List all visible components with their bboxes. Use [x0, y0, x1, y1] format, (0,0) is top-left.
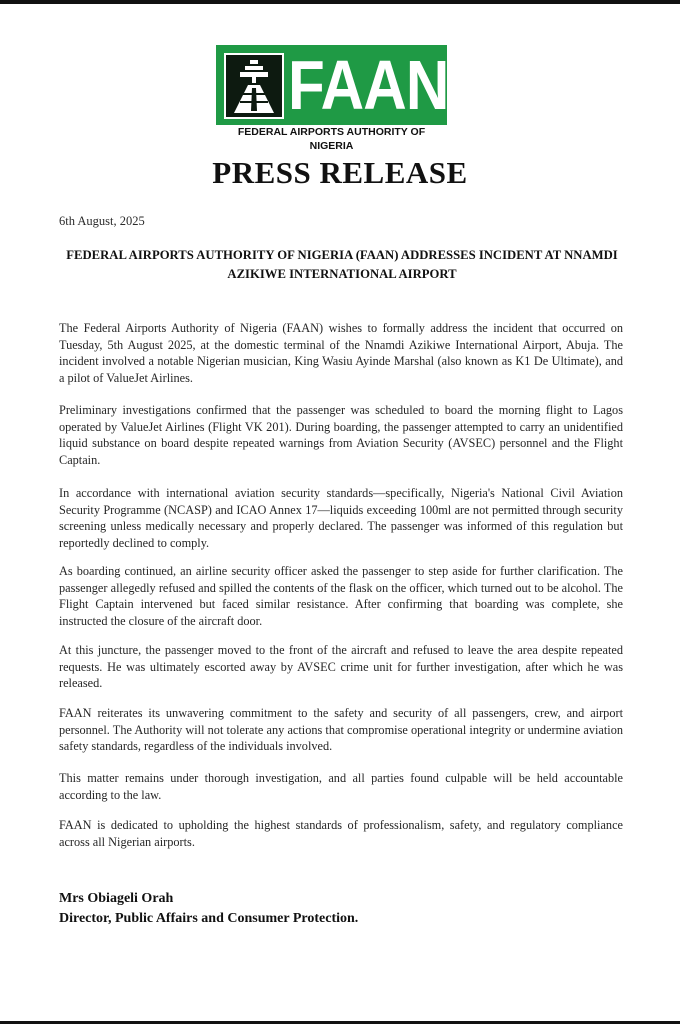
- signatory-name: Mrs Obiageli Orah: [59, 891, 174, 906]
- paragraph-2: Preliminary investigations confirmed that the passenger was scheduled to board the morning flight to Lagos operated by ValueJet Airlines (Flight VK 201). During boarding, the passenger attempted to carry an unidentified liquid substance on board despite repeated warnings from Aviation Security (AVSEC) personnel and the Flight Captain.: [59, 403, 623, 467]
- logo-subtitle: FEDERAL AIRPORTS AUTHORITY OF NIGERIA: [216, 125, 447, 139]
- page-title: PRESS RELEASE: [212, 155, 468, 190]
- paragraph-6: FAAN reiterates its unwavering commitment to the safety and security of all passengers, crew, and airport personnel. The Authority will not tolerate any actions that compromise operational integrity or undermine aviation safety standards, regardless of the individuals involved.: [59, 706, 623, 753]
- paragraph-4: As boarding continued, an airline security officer asked the passenger to step aside for further clarification. The passenger allegedly refused and spilled the contents of the flask on the officer, which turned out to be alcohol. The Flight Captain intervened but faced similar resistance. After confirming that boarding was complete, she instructed the closure of the aircraft door.: [59, 564, 623, 628]
- paragraph-7: This matter remains under thorough investigation, and all parties found culpable will be held accountable according to the law.: [59, 771, 623, 802]
- faan-logo: [216, 45, 449, 152]
- headline: FEDERAL AIRPORTS AUTHORITY OF NIGERIA (FAAN) ADDRESSES INCIDENT AT NNAMDI AZIKIWE INTERNATIONAL AIRPORT: [66, 248, 618, 281]
- paragraph-1: The Federal Airports Authority of Nigeria (FAAN) wishes to formally address the incident that occurred on Tuesday, 5th August 2025, at the domestic terminal of the Nnamdi Azikiwe International Airport, Abuja. The incident involved a notable Nigerian musician, King Wasiu Ayinde Marshal (also known as K1 De Ultimate), and a pilot of ValueJet Airlines.: [59, 321, 623, 385]
- top-border: [0, 0, 680, 4]
- signatory-title: Director, Public Affairs and Consumer Protection.: [59, 911, 359, 926]
- logo-wordmark: FAAN: [288, 46, 449, 124]
- paragraph-5: At this juncture, the passenger moved to the front of the aircraft and refused to leave the area despite repeated requests. He was ultimately escorted away by AVSEC crime unit for further investigation, after which he was released.: [59, 643, 623, 690]
- paragraph-8: FAAN is dedicated to upholding the highest standards of professionalism, safety, and regulatory compliance across all Nigerian airports.: [59, 818, 623, 849]
- release-date: 6th August, 2025: [59, 214, 145, 228]
- logo-green-panel: [216, 45, 447, 135]
- paragraph-3: In accordance with international aviation security standards—specifically, Nigeria's National Civil Aviation Security Programme (NCASP) and ICAO Annex 17—liquids exceeding 100ml are not permitted through security screening unless medically necessary and properly declared. The passenger was informed of this regulation but reportedly declined to comply.: [59, 486, 623, 550]
- runway-tower-icon: [224, 53, 284, 119]
